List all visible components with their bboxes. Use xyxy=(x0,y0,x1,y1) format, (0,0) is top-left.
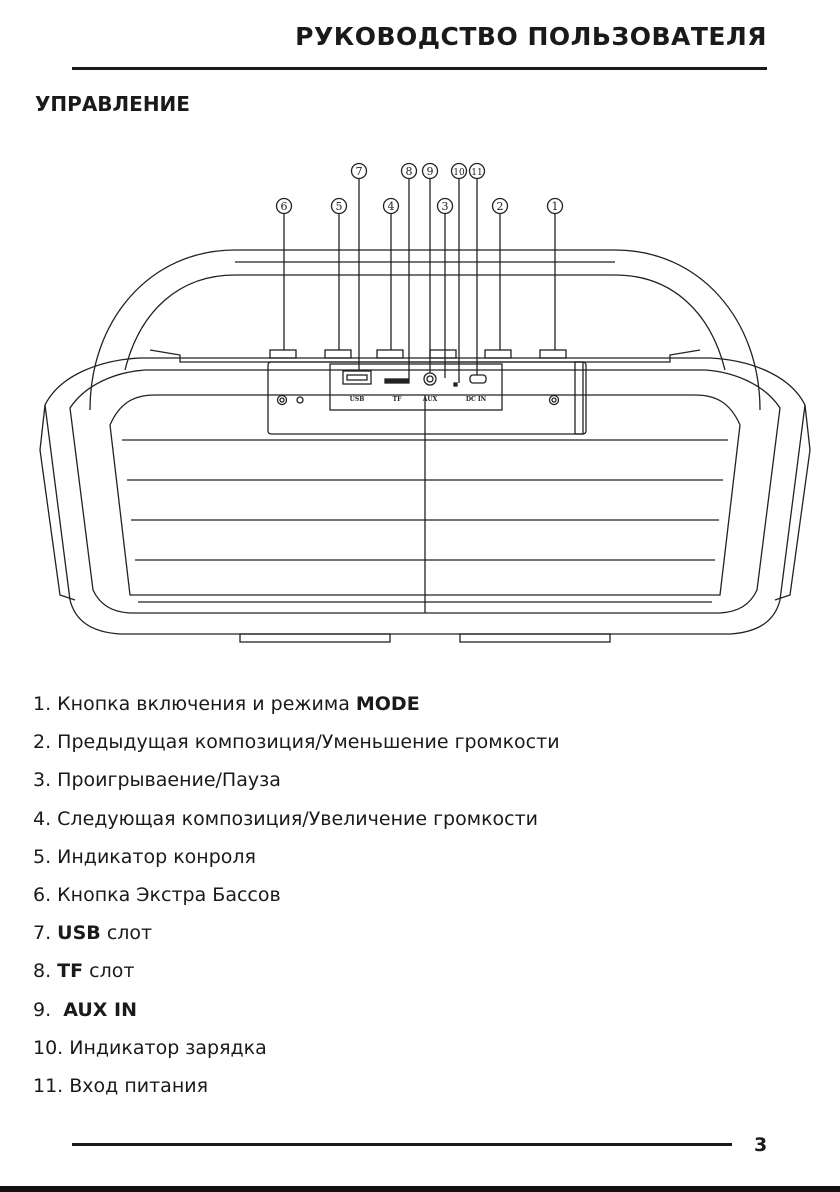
legend-item: 11. Вход питания xyxy=(33,1074,209,1097)
header-divider xyxy=(72,67,767,70)
legend-item: 1. Кнопка включения и режима MODE xyxy=(33,693,420,715)
page-header-title: РУКОВОДСТВО ПОЛЬЗОВАТЕЛЯ xyxy=(295,22,767,51)
callout-5: 5 xyxy=(335,200,343,213)
label-dcin: DC IN xyxy=(465,396,487,403)
legend-item: 5. Индикатор конроля xyxy=(33,845,256,868)
speaker-diagram xyxy=(30,150,820,660)
callout-10: 10 xyxy=(453,168,465,178)
legend-item: 4. Следующая композиция/Увеличение громкости xyxy=(33,807,539,830)
callout-3: 3 xyxy=(441,200,449,213)
callout-11: 11 xyxy=(471,168,483,178)
label-aux: AUX xyxy=(422,396,438,403)
dc-in-port xyxy=(470,375,486,383)
label-tf: TF xyxy=(392,396,402,403)
controls-legend xyxy=(33,688,560,1108)
legend-item: 9. AUX IN xyxy=(33,998,138,1021)
speaker-handle-inner xyxy=(125,275,725,370)
legend-item: 3. Проигрываение/Пауза xyxy=(33,769,281,792)
charge-indicator xyxy=(454,383,457,386)
callout-2: 2 xyxy=(496,200,504,213)
legend-item: 7. USB слот xyxy=(33,922,153,945)
callout-4: 4 xyxy=(387,200,395,213)
callout-7: 7 xyxy=(355,165,363,178)
callout-9: 9 xyxy=(426,165,434,178)
callout-1: 1 xyxy=(551,200,559,213)
speaker-handle-outer xyxy=(90,250,760,410)
callout-6: 6 xyxy=(280,200,288,213)
tf-slot xyxy=(385,379,409,383)
page-number: 3 xyxy=(754,1134,768,1156)
callout-8: 8 xyxy=(405,165,413,178)
section-title: УПРАВЛЕНИЕ xyxy=(35,92,190,116)
legend-item: 2. Предыдущая композиция/Уменьшение громкости xyxy=(33,731,560,754)
legend-item: 10. Индикатор зарядка xyxy=(33,1036,267,1059)
label-usb: USB xyxy=(349,396,365,403)
legend-item: 8. TF слот xyxy=(33,960,135,983)
footer-divider xyxy=(72,1143,732,1146)
legend-item: 6. Кнопка Экстра Бассов xyxy=(33,883,281,906)
aux-jack xyxy=(424,373,436,385)
bottom-edge xyxy=(0,1186,840,1192)
